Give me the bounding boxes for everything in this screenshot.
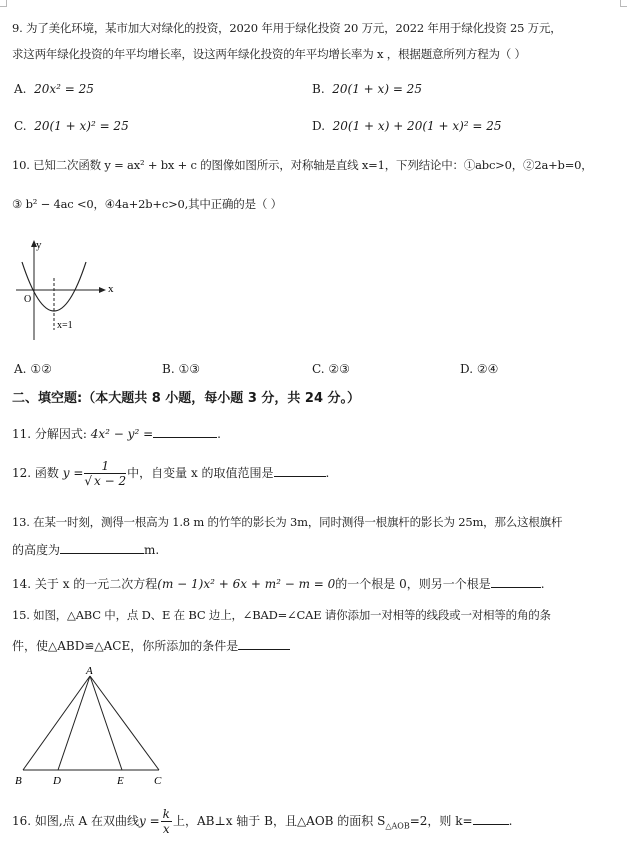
q12-fraction: $\frac{1}{√ x - 2}$ xyxy=(84,459,127,488)
q15-answer-blank[interactable] xyxy=(238,637,290,650)
q9-option-c: C. 20(1 + x)² = 25 xyxy=(14,119,129,133)
q12: 12. 函数 y = $\frac{1}{√ x - 2}$ 中，自变量 x 的取值范围是 . xyxy=(12,459,330,488)
section-heading: 二、填空题:（本大题共 8 小题，每小题 3 分，共 24 分。） xyxy=(12,391,361,406)
q9-line1: 9. 为了美化环境，某市加大对绿化的投资，2020 年用于绿化投资 20 万元，2022 年用于绿化投资 25 万元， xyxy=(12,21,562,35)
q10-parabola-graph xyxy=(14,236,134,348)
point-b-label: B xyxy=(15,775,22,787)
q13-line1: 13. 在某一时刻，测得一根高为 1.8 m 的竹竿的影长为 3m，同时测得一根旗杆的影长为 25m，那么这根旗杆 xyxy=(12,515,563,529)
page-corner-mark xyxy=(0,0,7,7)
point-c-label: C xyxy=(154,775,162,787)
q9-option-d: D. 20(1 + x) + 20(1 + x)² = 25 xyxy=(312,119,502,133)
q9-line2: 求这两年绿化投资的年平均增长率，设这两年绿化投资的年平均增长率为 x ，根据题意所列方程为（ ） xyxy=(12,47,526,61)
point-a-label: A xyxy=(86,665,93,677)
q10-option-d: D. ②④ xyxy=(460,362,499,376)
q14-answer-blank[interactable] xyxy=(491,575,541,588)
q15-triangle-figure xyxy=(12,662,172,790)
q10-option-b: B. ①③ xyxy=(162,362,200,376)
segment-ac xyxy=(90,676,159,770)
q16-fraction: $\frac{k}{x}$ xyxy=(162,807,170,836)
segment-ad xyxy=(58,676,90,770)
q12-answer-blank[interactable] xyxy=(274,464,326,477)
segment-ab xyxy=(23,676,90,770)
q10-option-a: A. ①② xyxy=(14,362,52,376)
q11: 11. 分解因式: 4x² − y² = . xyxy=(12,427,221,441)
symmetry-axis-label: x=1 xyxy=(57,320,73,331)
q10-line1: 10. 已知二次函数 y = ax² + bx + c 的图像如图所示，对称轴是直线 x=1，下列结论中：①abc>0，②2a+b=0， xyxy=(12,158,593,172)
q15-line1: 15. 如图，△ABC 中，点 D、E 在 BC 边上，∠BAD=∠CAE 请你添加一对相等的线段或一对相等的角的条 xyxy=(12,608,551,622)
q16: 16. 如图,点 A 在双曲线y = $\frac{k}{x}$ 上，AB⊥x 轴于 B，且△AOB 的面积 $S_{\triangle AOB}=2$，则 k= . xyxy=(12,807,513,836)
point-d-label: D xyxy=(53,775,61,787)
q9-option-a: A. 20x² = 25 xyxy=(14,82,94,96)
y-axis-label: y xyxy=(36,239,42,251)
q14: 14. 关于 x 的一元二次方程(m − 1)x² + 6x + m² − m = 0的一个根是 0，则另一个根是 . xyxy=(12,577,545,591)
q16-answer-blank[interactable] xyxy=(473,812,509,825)
q13-line2: 的高度为 m. xyxy=(12,543,160,557)
segment-ae xyxy=(90,676,122,770)
point-e-label: E xyxy=(117,775,124,787)
q15-line2: 件，使△ABD≌△ACE，你所添加的条件是 xyxy=(12,637,290,654)
q9-option-b: B. 20(1 + x) = 25 xyxy=(312,82,422,96)
x-axis-arrow xyxy=(99,287,106,293)
q13-answer-blank[interactable] xyxy=(60,541,144,554)
q11-answer-blank[interactable] xyxy=(153,425,217,438)
q10-line2: ③ b² − 4ac <0，④4a+2b+c>0,其中正确的是（ ） xyxy=(12,197,282,211)
q10-option-c: C. ②③ xyxy=(312,362,350,376)
origin-label: O xyxy=(24,294,32,305)
page-corner-mark xyxy=(620,0,627,7)
x-axis-label: x xyxy=(108,283,114,295)
